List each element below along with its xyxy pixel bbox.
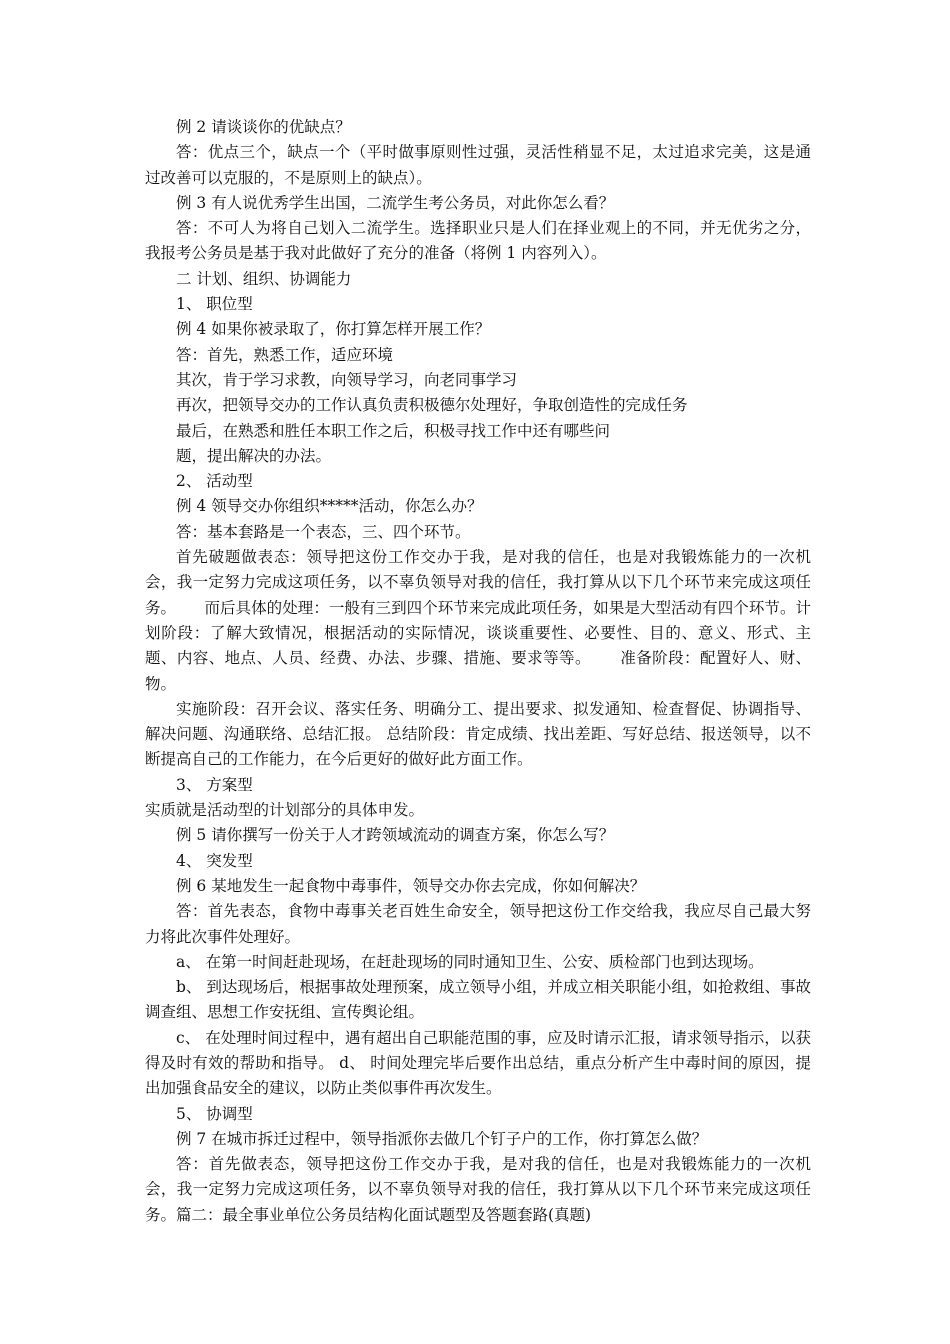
subheading-emergency-type: 4、 突发型: [176, 851, 253, 870]
paragraph-implementation-stage: 实施阶段：召开会议、落实任务、明确分工、提出要求、拟发通知、检查督促、协调指导、解决问题、沟通联络、总结汇报。 总结阶段：肯定成绩、找出差距、写好总结、报送领导，以不断提高自己的工作能力，在今后更好的做好此方面工作。: [145, 699, 811, 769]
paragraph-step-c-d: c、 在处理时间过程中，遇有超出自己职能范围的事，应及时请示汇报，请求领导指示，以获得及时有效的帮助和指导。 d、 时间处理完毕后要作出总结，重点分析产生中毒时间的原因，提出加强食品安全的建议，以防止类似事件再次发生。: [145, 1028, 811, 1098]
subheading-position-type: 1、 职位型: [176, 295, 253, 314]
section-heading-planning: 二 计划、组织、协调能力: [176, 269, 352, 288]
paragraph-answer-first: 答：首先，熟悉工作，适应环境: [176, 345, 394, 364]
paragraph-example-4b-question: 例 4 领导交办你组织*****活动，你怎么办？: [176, 497, 483, 516]
paragraph-example-2-question: 例 2 请谈谈你的优缺点？: [176, 118, 351, 136]
paragraph-example-4-question: 例 4 如果你被录取了，你打算怎样开展工作？: [176, 320, 491, 339]
paragraph-example-6-question: 例 6 某地发生一起食物中毒事件，领导交办你去完成，你如何解决？: [176, 876, 646, 895]
subheading-coordination-type: 5、 协调型: [176, 1104, 253, 1123]
paragraph-example-5-question: 例 5 请你撰写一份关于人才跨领域流动的调查方案，你怎么写？: [176, 826, 615, 845]
paragraph-example-3-answer: 答：不可人为将自己划入二流学生。选择职业只是人们在择业观上的不同，并无优劣之分，我报考公务员是基于我对此做好了充分的准备（将例 1 内容列入）。: [145, 219, 811, 263]
subheading-activity-type: 2、 活动型: [176, 472, 253, 491]
paragraph-plan-type-note: 实质就是活动型的计划部分的具体申发。: [145, 801, 425, 820]
document-page: [145, 115, 811, 1228]
paragraph-example-7-answer: 答：首先做表态，领导把这份工作交办于我，是对我的信任，也是对我锻炼能力的一次机会，我一定努力完成这项任务，以不辜负领导对我的信任，我打算从以下几个环节来完成这项任务。篇二：最全事业单位公务员结构化面试题型及答题套路(真题): [145, 1155, 811, 1224]
paragraph-answer-third: 再次，把领导交办的工作认真负责积极德尔处理好，争取创造性的完成任务: [176, 396, 688, 415]
paragraph-answer-last-cont: 题，提出解决的办法。: [176, 446, 332, 465]
paragraph-example-6-answer: 答：首先表态，食物中毒事关老百姓生命安全，领导把这份工作交给我，我应尽自己最大努力将此次事件处理好。: [145, 902, 811, 946]
paragraph-answer-second: 其次，肯于学习求教，向领导学习，向老同事学习: [176, 370, 518, 389]
paragraph-activity-stages: 首先破题做表态：领导把这份工作交办于我，是对我的信任，也是对我锻炼能力的一次机会，我一定努力完成这项任务，以不辜负领导对我的信任，我打算从以下几个环节来完成这项任务。 而后具体的处理：一般有三到四个环节来完成此项任务，如果是大型活动有四个环节。计划阶段：了解大致情况，根据活动的实际情况，谈谈重要性、必要性、目的、意义、形式、主题、内容、地点、人员、经费、办法、步骤、措施、要求等等。 准备阶段：配置好人、财、物。: [145, 548, 811, 693]
paragraph-example-4b-answer: 答：基本套路是一个表态，三、四个环节。: [176, 522, 471, 541]
paragraph-step-b: b、 到达现场后，根据事故处理预案，成立领导小组，并成立相关职能小组，如抢救组、事故调查组、思想工作安抚组、宣传舆论组。: [145, 978, 811, 1022]
subheading-plan-type: 3、 方案型: [176, 775, 253, 794]
paragraph-example-7-question: 例 7 在城市拆迁过程中，领导指派你去做几个钉子户的工作，你打算怎么做？: [176, 1129, 708, 1148]
paragraph-answer-last: 最后，在熟悉和胜任本职工作之后，积极寻找工作中还有哪些问: [176, 421, 611, 440]
paragraph-example-2-answer: 答：优点三个，缺点一个（平时做事原则性过强，灵活性稍显不足，太过追求完美，这是通过改善可以克服的，不是原则上的缺点）。: [145, 143, 811, 187]
paragraph-step-a: a、 在第一时间赶赴现场，在赶赴现场的同时通知卫生、公安、质检部门也到达现场。: [176, 952, 764, 971]
paragraph-example-3-question: 例 3 有人说优秀学生出国，二流学生考公务员，对此你怎么看？: [176, 193, 615, 212]
